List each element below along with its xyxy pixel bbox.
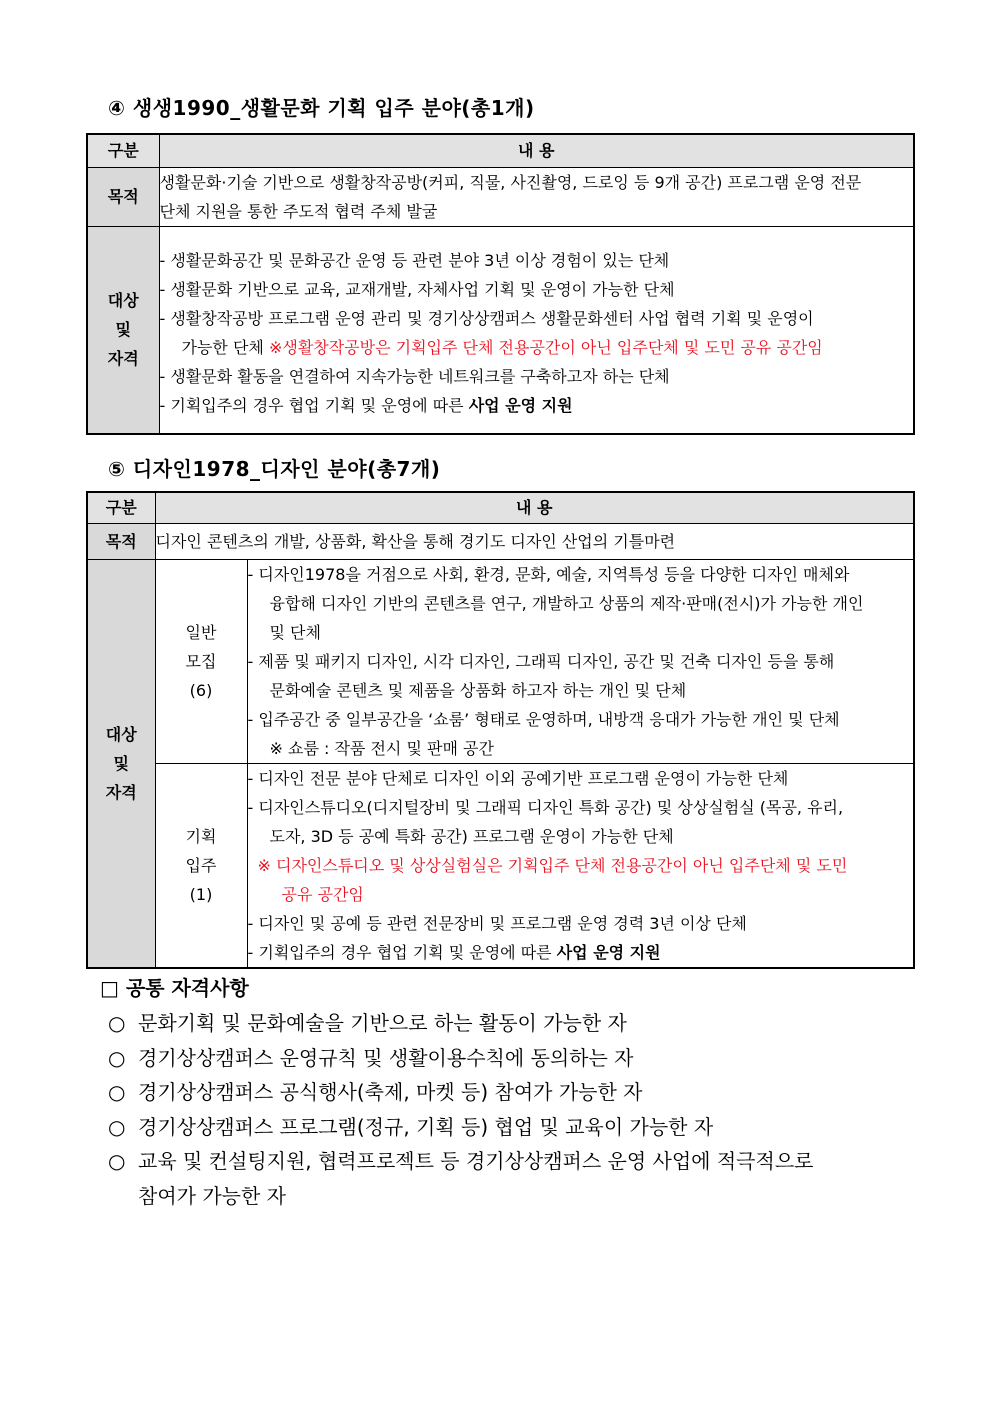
list-item bbox=[108, 1144, 813, 1179]
planned-label-line: 입주 bbox=[185, 855, 217, 875]
qualification-item: - 입주공간 중 일부공간을 ‘쇼룸’ 형태로 운영하며, 내방객 응대가 가능한 개인 및 단체 bbox=[247, 709, 840, 729]
shared-space-note: ※생활창작공방은 기획입주 단체 전용공간이 아닌 입주단체 및 도민 공유 공간임 bbox=[268, 337, 823, 357]
target-label-line: 자격 bbox=[107, 349, 139, 369]
planned-residency-content bbox=[247, 763, 914, 968]
qualification-item: - 디자인 전문 분야 단체로 디자인 이외 공예기반 프로그램 운영이 가능한 단체 bbox=[247, 768, 789, 788]
qualification-item: - 생활문화공간 및 문화공간 운영 등 관련 분야 3년 이상 경험이 있는 단체 bbox=[159, 250, 670, 270]
target-label bbox=[87, 559, 155, 968]
header-category: 구분 bbox=[87, 492, 155, 523]
purpose-content: 디자인 콘텐츠의 개발, 상품화, 확산을 통해 경기도 디자인 산업의 기틀마련 bbox=[155, 523, 914, 559]
target-label-line: 및 bbox=[113, 753, 129, 773]
target-label-line: 대상 bbox=[107, 291, 139, 311]
header-content: 내 용 bbox=[159, 134, 914, 167]
shared-space-note: ※ 디자인스튜디오 및 상상실험실은 기획입주 단체 전용공간이 아닌 입주단체 및 도민 bbox=[257, 855, 848, 875]
qualification-text: - 기획입주의 경우 협업 기획 및 운영에 따른 bbox=[159, 395, 469, 415]
support-emphasis: 사업 운영 지원 bbox=[556, 942, 661, 962]
circle-bullet-icon: ○ bbox=[108, 1080, 126, 1104]
purpose-content bbox=[159, 167, 914, 226]
general-recruit-content bbox=[247, 559, 914, 763]
circle-bullet-icon: ○ bbox=[108, 1045, 126, 1070]
general-recruit-label bbox=[155, 559, 247, 763]
section-5-table bbox=[86, 491, 915, 969]
header-category: 구분 bbox=[87, 134, 159, 167]
circle-bullet-icon: ○ bbox=[108, 1114, 126, 1139]
general-label-line: 모집 bbox=[185, 651, 217, 671]
circle-bullet-icon: ○ bbox=[108, 1149, 126, 1173]
list-item-text: 경기상상캠퍼스 프로그램(정규, 기획 등) 협업 및 교육이 가능한 자 bbox=[138, 1114, 714, 1139]
section-4-title: ④ 생생1990_생활문화 기획 입주 분야(총1개) bbox=[108, 96, 535, 120]
shared-space-note-cont: 공유 공간임 bbox=[281, 884, 364, 904]
general-label-line: 일반 bbox=[185, 622, 217, 642]
circle-bullet-icon: ○ bbox=[108, 1011, 126, 1035]
common-qualifications-list bbox=[108, 1006, 813, 1213]
qualification-item bbox=[160, 391, 914, 420]
target-label-line: 및 bbox=[115, 320, 131, 340]
general-label-line: (6) bbox=[189, 680, 213, 700]
list-item bbox=[108, 1110, 813, 1145]
qualification-item: - 제품 및 패키지 디자인, 시각 디자인, 그래픽 디자인, 공간 및 건축 디자인 등을 통해 bbox=[247, 651, 835, 671]
qualification-item-cont: 및 단체 bbox=[269, 622, 321, 642]
qualification-item-cont: 융합해 디자인 기반의 콘텐츠를 연구, 개발하고 상품의 제작·판매(전시)가 가능한 개인 bbox=[269, 593, 864, 613]
qualification-item-cont: 도자, 3D 등 공예 특화 공간) 프로그램 운영이 가능한 단체 bbox=[269, 826, 674, 846]
header-content: 내 용 bbox=[155, 492, 914, 523]
list-item bbox=[108, 1006, 813, 1041]
section-4-table bbox=[86, 133, 915, 435]
list-item-text: 문화기획 및 문화예술을 기반으로 하는 활동이 가능한 자 bbox=[138, 1011, 627, 1035]
section-5-title: ⑤ 디자인1978_디자인 분야(총7개) bbox=[108, 457, 441, 481]
list-item-text: 교육 및 컨설팅지원, 협력프로젝트 등 경기상상캠퍼스 운영 사업에 적극적으로 bbox=[138, 1149, 814, 1173]
list-item-cont: 참여가 가능한 자 bbox=[138, 1183, 286, 1208]
qualification-item: - 디자인 및 공예 등 관련 전문장비 및 프로그램 운영 경력 3년 이상 단체 bbox=[247, 913, 747, 933]
qualification-item-cont bbox=[160, 333, 914, 362]
purpose-label: 목적 bbox=[87, 523, 155, 559]
target-label-line: 자격 bbox=[105, 782, 137, 802]
target-content bbox=[159, 226, 914, 434]
list-item bbox=[108, 1041, 813, 1076]
planned-label-line: (1) bbox=[189, 884, 213, 904]
qualification-item: - 디자인1978을 거점으로 사회, 환경, 문화, 예술, 지역특성 등을 다양한 디자인 매체와 bbox=[247, 564, 850, 584]
purpose-line: 단체 지원을 통한 주도적 협력 주체 발굴 bbox=[159, 201, 438, 221]
qualification-item: - 생활문화 기반으로 교육, 교재개발, 자체사업 기획 및 운영이 가능한 단체 bbox=[159, 279, 675, 299]
planned-label-line: 기획 bbox=[185, 826, 217, 846]
qualification-item: - 생활창작공방 프로그램 운영 관리 및 경기상상캠퍼스 생활문화센터 사업 협력 기획 및 운영이 bbox=[159, 308, 814, 328]
support-emphasis: 사업 운영 지원 bbox=[468, 395, 573, 415]
purpose-label: 목적 bbox=[87, 167, 159, 226]
qualification-item bbox=[248, 938, 914, 967]
target-label-line: 대상 bbox=[105, 724, 137, 744]
list-item bbox=[108, 1075, 813, 1110]
common-qualifications-title: □ 공통 자격사항 bbox=[100, 976, 249, 1000]
qualification-text: 가능한 단체 bbox=[181, 337, 269, 357]
list-item-text: 경기상상캠퍼스 운영규칙 및 생활이용수칙에 동의하는 자 bbox=[138, 1045, 634, 1070]
qualification-text: - 기획입주의 경우 협업 기획 및 운영에 따른 bbox=[247, 942, 557, 962]
qualification-item: - 생활문화 활동을 연결하여 지속가능한 네트워크를 구축하고자 하는 단체 bbox=[159, 366, 670, 386]
list-item-text: 경기상상캠퍼스 공식행사(축제, 마켓 등) 참여가 가능한 자 bbox=[138, 1080, 643, 1104]
showroom-note: ※ 쇼룸 : 작품 전시 및 판매 공간 bbox=[269, 738, 494, 758]
planned-residency-label bbox=[155, 763, 247, 968]
target-label bbox=[87, 226, 159, 434]
qualification-item-cont: 문화예술 콘텐츠 및 제품을 상품화 하고자 하는 개인 및 단체 bbox=[269, 680, 687, 700]
purpose-line: 생활문화·기술 기반으로 생활창작공방(커피, 직물, 사진촬영, 드로잉 등 9개 공간) 프로그램 운영 전문 bbox=[159, 172, 862, 192]
qualification-item: - 디자인스튜디오(디지털장비 및 그래픽 디자인 특화 공간) 및 상상실험실 (목공, 유리, bbox=[247, 797, 844, 817]
